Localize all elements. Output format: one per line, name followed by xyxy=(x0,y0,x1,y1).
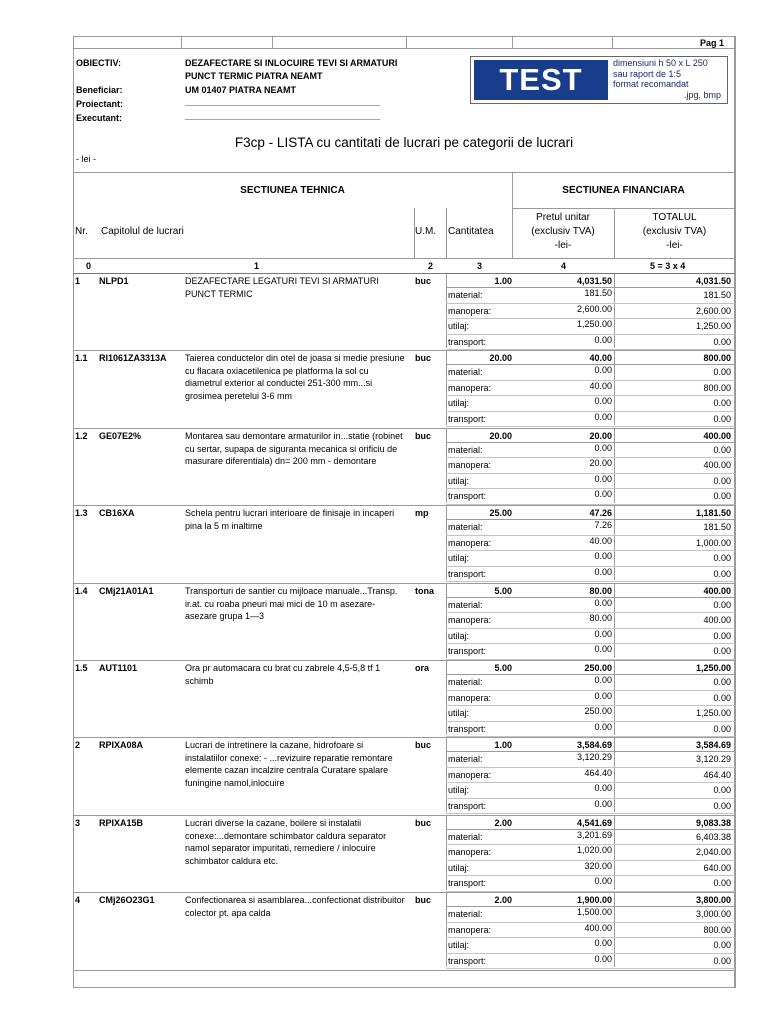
item-quantity: 2.00 xyxy=(494,895,512,905)
item-um: buc xyxy=(415,895,432,905)
item-quantity: 5.00 xyxy=(494,663,512,673)
sub-label-transport: transport: xyxy=(448,491,487,501)
sub-total: 181.50 xyxy=(703,522,731,532)
item-quantity: 25.00 xyxy=(489,508,512,518)
col-number-5: 5 = 3 x 4 xyxy=(650,261,686,271)
item-um: buc xyxy=(415,353,432,363)
logo-info xyxy=(613,58,725,100)
sub-unit-price: 181.50 xyxy=(584,288,612,298)
sub-total: 640.00 xyxy=(703,863,731,873)
item-nr: 3 xyxy=(75,818,81,828)
sub-total: 0.00 xyxy=(713,553,731,563)
sub-label-utilaj: utilaj: xyxy=(448,863,470,873)
sub-unit-price: 1,020.00 xyxy=(576,845,612,855)
item-nr: 4 xyxy=(75,895,81,905)
item-description: Confectionarea si asamblarea...confectionat distribuitor colector pt. apa calda xyxy=(185,895,405,918)
sub-label-transport: transport: xyxy=(448,646,487,656)
subrow-line xyxy=(446,813,735,814)
sub-unit-price: 20.00 xyxy=(589,458,612,468)
sub-label-utilaj: utilaj: xyxy=(448,476,470,486)
sub-total: 0.00 xyxy=(713,491,731,501)
item-code: RI1061ZA3313A xyxy=(99,353,167,363)
document-title: F3cp - LISTA cu cantitati de lucrari pe categorii de lucrari xyxy=(234,135,574,150)
sub-label-material: material: xyxy=(448,754,483,764)
sub-unit-price: 0.00 xyxy=(594,443,612,453)
sub-unit-price: 0.00 xyxy=(594,722,612,732)
sub-label-material: material: xyxy=(448,522,483,532)
item-unit-price: 3,584.69 xyxy=(576,740,612,750)
item-um: mp xyxy=(415,508,429,518)
sub-unit-price: 7.26 xyxy=(594,520,612,530)
item-code: CMj26O23G1 xyxy=(99,895,155,905)
logo-box xyxy=(470,56,728,104)
sub-total: 0.00 xyxy=(713,476,731,486)
sub-label-manopera: manopera: xyxy=(448,383,492,393)
col-number-4: 4 xyxy=(561,261,567,271)
item-quantity: 1.00 xyxy=(494,276,512,286)
sub-label-transport: transport: xyxy=(448,724,487,734)
item-code: CMj21A01A1 xyxy=(99,586,154,596)
item-description: Transporturi de santier cu mijloace manuale...Transp. ir.at. cu roaba pneuri mai mici de 10 m asezare- asezare grupa 1—3 xyxy=(185,586,398,622)
item-code: AUT1101 xyxy=(99,663,138,673)
sub-unit-price: 0.00 xyxy=(594,799,612,809)
sub-total: 800.00 xyxy=(703,925,731,935)
item-quantity: 20.00 xyxy=(489,353,512,363)
sub-unit-price: 0.00 xyxy=(594,783,612,793)
sub-label-utilaj: utilaj: xyxy=(448,631,470,641)
item-code: NLPD1 xyxy=(99,276,129,286)
item-code: CB16XA xyxy=(99,508,135,518)
item-nr: 1.2 xyxy=(75,431,88,441)
sub-unit-price: 0.00 xyxy=(594,335,612,345)
header-divider xyxy=(612,36,613,48)
item-unit-price: 4,541.69 xyxy=(576,818,612,828)
item-unit-price: 1,900.00 xyxy=(576,895,612,905)
beneficiar-value: UM 01407 PIATRA NEAMT xyxy=(185,85,297,95)
sub-unit-price: 0.00 xyxy=(594,396,612,406)
col-chapter: Capitolul de lucrari xyxy=(101,226,184,237)
col-total-3: -lei- xyxy=(666,240,683,251)
sub-total: 3,000.00 xyxy=(695,909,731,919)
item-unit-price: 80.00 xyxy=(589,586,612,596)
sub-total: 2,600.00 xyxy=(695,306,731,316)
sub-label-manopera: manopera: xyxy=(448,460,492,470)
item-total: 3,584.69 xyxy=(695,740,731,750)
header-divider xyxy=(181,36,182,48)
col-number-2: 2 xyxy=(428,261,434,271)
sub-unit-price: 40.00 xyxy=(589,536,612,546)
sub-label-material: material: xyxy=(448,445,483,455)
item-quantity: 1.00 xyxy=(494,740,512,750)
sub-label-material: material: xyxy=(448,677,483,687)
sub-unit-price: 40.00 xyxy=(589,381,612,391)
sub-total: 0.00 xyxy=(713,878,731,888)
col-nr: Nr. xyxy=(75,226,88,237)
sub-unit-price: 0.00 xyxy=(594,876,612,886)
sub-label-utilaj: utilaj: xyxy=(448,940,470,950)
item-unit-price: 250.00 xyxy=(584,663,612,673)
header-divider xyxy=(272,36,273,48)
item-total: 1,250.00 xyxy=(695,663,731,673)
item-description: Lucrari diverse la cazane, boilere si instalatii conexe:...demontare schimbator caldura separator namol separator impuritati, remediere / inlocuire schimbator caldura etc. xyxy=(185,818,387,866)
sub-unit-price: 2,600.00 xyxy=(576,304,612,314)
col-um: U.M. xyxy=(415,226,437,237)
sub-label-manopera: manopera: xyxy=(448,693,492,703)
sub-unit-price: 0.00 xyxy=(594,551,612,561)
sub-unit-price: 0.00 xyxy=(594,412,612,422)
item-code: RPIXA15B xyxy=(99,818,144,828)
item-total: 800.00 xyxy=(703,353,731,363)
sub-unit-price: 0.00 xyxy=(594,474,612,484)
sub-unit-price: 1,500.00 xyxy=(576,907,612,917)
col-divider xyxy=(446,208,447,258)
item-unit-price: 47.26 xyxy=(589,508,612,518)
item-total: 400.00 xyxy=(703,431,731,441)
item-description: Taierea conductelor din otel de joasa si medie presiune cu flacara oxiacetilenica pe platforma la sol cu diametrul exterior al conductei 251-300 mm...si grosimea peretelui 3-6 mm xyxy=(185,353,405,401)
sub-label-material: material: xyxy=(448,832,483,842)
sub-label-manopera: manopera: xyxy=(448,847,492,857)
sub-label-material: material: xyxy=(448,909,483,919)
sub-total: 0.00 xyxy=(713,445,731,455)
sub-unit-price: 0.00 xyxy=(594,598,612,608)
sub-label-manopera: manopera: xyxy=(448,770,492,780)
sub-label-manopera: manopera: xyxy=(448,615,492,625)
item-description: Montarea sau demontare armaturilor in...statie (robinet cu sertar, supapa de siguranta mecanica si orificiu de masurare diferentiala) dn= 200 mm - demontare xyxy=(185,431,403,467)
col-unit-price-2: (exclusiv TVA) xyxy=(531,226,595,237)
subrow-line xyxy=(446,968,735,969)
item-quantity: 5.00 xyxy=(494,586,512,596)
sub-unit-price: 0.00 xyxy=(594,691,612,701)
sub-label-material: material: xyxy=(448,290,483,300)
item-description: Ora pr automacara cu brat cu zabrele 4,5-5,8 tf 1 schimb xyxy=(185,663,381,686)
sub-total: 0.00 xyxy=(713,724,731,734)
sub-total: 400.00 xyxy=(703,615,731,625)
col-total-1: TOTALUL xyxy=(652,212,697,223)
sub-unit-price: 3,120.29 xyxy=(576,752,612,762)
subrow-line xyxy=(446,426,735,427)
sub-total: 0.00 xyxy=(713,785,731,795)
sub-label-utilaj: utilaj: xyxy=(448,398,470,408)
sub-unit-price: 320.00 xyxy=(584,861,612,871)
item-unit-price: 40.00 xyxy=(589,353,612,363)
item-um: buc xyxy=(415,431,432,441)
item-nr: 1.4 xyxy=(75,586,88,596)
item-quantity: 2.00 xyxy=(494,818,512,828)
sub-total: 400.00 xyxy=(703,460,731,470)
col-unit-price-3: -lei- xyxy=(554,240,572,251)
sub-unit-price: 0.00 xyxy=(594,954,612,964)
sub-unit-price: 0.00 xyxy=(594,938,612,948)
currency-note: - lei - xyxy=(76,154,96,164)
item-total: 9,083.38 xyxy=(695,818,731,828)
logo-info-line2: sau raport de 1:5 xyxy=(613,68,682,79)
sub-unit-price: 464.40 xyxy=(584,768,612,778)
item-nr: 1.5 xyxy=(75,663,88,673)
sub-label-transport: transport: xyxy=(448,337,487,347)
item-code: RPIXA08A xyxy=(99,740,144,750)
item-unit-price: 4,031.50 xyxy=(576,276,612,286)
sub-total: 0.00 xyxy=(713,693,731,703)
sub-total: 0.00 xyxy=(713,801,731,811)
sub-unit-price: 1,250.00 xyxy=(576,319,612,329)
col-quantity: Cantitatea xyxy=(448,226,494,237)
item-um: ora xyxy=(415,663,430,673)
sub-label-manopera: manopera: xyxy=(448,925,492,935)
item-unit-price: 20.00 xyxy=(589,431,612,441)
col-number-1: 1 xyxy=(254,261,260,271)
col-total-2: (exclusiv TVA) xyxy=(642,226,707,237)
sub-total: 464.40 xyxy=(703,770,731,780)
sub-total: 0.00 xyxy=(713,940,731,950)
sub-unit-price: 0.00 xyxy=(594,644,612,654)
sub-unit-price: 0.00 xyxy=(594,675,612,685)
sub-total: 0.00 xyxy=(713,414,731,424)
subrow-line xyxy=(446,581,735,582)
sub-label-utilaj: utilaj: xyxy=(448,708,470,718)
item-code: GE07E2% xyxy=(99,431,142,441)
sub-total: 0.00 xyxy=(713,677,731,687)
sub-total: 6,403.38 xyxy=(695,832,731,842)
item-total: 400.00 xyxy=(703,586,731,596)
sub-total: 0.00 xyxy=(713,956,731,966)
col-number-top-line xyxy=(73,258,735,259)
sub-unit-price: 400.00 xyxy=(584,923,612,933)
sub-total: 0.00 xyxy=(713,398,731,408)
sub-total: 1,250.00 xyxy=(695,321,731,331)
sub-label-transport: transport: xyxy=(448,801,487,811)
sub-label-transport: transport: xyxy=(448,569,487,579)
sub-label-manopera: manopera: xyxy=(448,538,492,548)
section-technical: SECTIUNEA TEHNICA xyxy=(240,185,345,196)
section-financial: SECTIUNEA FINANCIARA xyxy=(562,185,685,196)
item-total: 3,800.00 xyxy=(695,895,731,905)
sub-label-material: material: xyxy=(448,600,483,610)
table-top-line xyxy=(73,172,735,173)
sub-total: 181.50 xyxy=(703,290,731,300)
sub-total: 0.00 xyxy=(713,646,731,656)
sub-label-utilaj: utilaj: xyxy=(448,321,470,331)
section-sub-line xyxy=(512,208,735,209)
col-unit-price-1: Pretul unitar xyxy=(536,212,590,223)
sub-total: 0.00 xyxy=(713,600,731,610)
table-bottom-line xyxy=(73,970,735,971)
sub-unit-price: 3,201.69 xyxy=(576,830,612,840)
sub-total: 0.00 xyxy=(713,631,731,641)
sub-total: 0.00 xyxy=(713,337,731,347)
sub-label-utilaj: utilaj: xyxy=(448,785,470,795)
header-divider xyxy=(512,36,513,48)
sub-label-transport: transport: xyxy=(448,414,487,424)
page-label: Pag 1 xyxy=(700,38,725,48)
sub-label-transport: transport: xyxy=(448,878,487,888)
item-nr: 2 xyxy=(75,740,81,750)
item-description: Lucrari de intretinere la cazane, hidrofoare si instalatiilor conexe: - ...revizuire reparatie remontare elemente cazan incalzire centrala Curatare spalare funingine namol,inlocuire xyxy=(185,740,393,788)
logo-info-line1: dimensiuni h 50 x L 250 xyxy=(613,58,708,68)
header-divider xyxy=(406,36,407,48)
item-um: buc xyxy=(415,740,432,750)
sub-label-transport: transport: xyxy=(448,956,487,966)
logo-info-line3: format recomandat xyxy=(613,79,689,89)
item-description: Schela pentru lucrari interioare de finisaje in incaperi pina la 5 m inaltime xyxy=(185,508,395,531)
sub-label-material: material: xyxy=(448,367,483,377)
obiectiv-line1: DEZAFECTARE SI INLOCUIRE TEVI SI ARMATURI xyxy=(185,58,398,68)
right-border xyxy=(735,36,736,988)
item-um: tona xyxy=(415,586,434,596)
sub-total: 0.00 xyxy=(713,367,731,377)
beneficiar-label: Beneficiar: xyxy=(76,85,123,95)
item-total: 1,181.50 xyxy=(695,508,731,518)
col-number-3: 3 xyxy=(477,261,483,271)
sub-unit-price: 80.00 xyxy=(589,613,612,623)
item-nr: 1 xyxy=(75,276,81,286)
sub-label-utilaj: utilaj: xyxy=(448,553,470,563)
item-total: 4,031.50 xyxy=(695,276,731,286)
item-nr: 1.3 xyxy=(75,508,88,518)
logo-info-line4: .jpg, bmp xyxy=(683,89,721,100)
item-um: buc xyxy=(415,276,432,286)
sub-unit-price: 0.00 xyxy=(594,489,612,499)
obiectiv-label: OBIECTIV: xyxy=(76,58,122,68)
sub-unit-price: 0.00 xyxy=(594,365,612,375)
sub-total: 0.00 xyxy=(713,569,731,579)
col-number-0: 0 xyxy=(86,261,92,271)
sub-total: 2,040.00 xyxy=(695,847,731,857)
item-nr: 1.1 xyxy=(75,353,88,363)
sub-total: 1,250.00 xyxy=(695,708,731,718)
executant-label: Executant: xyxy=(76,113,123,123)
item-description: DEZAFECTARE LEGATURI TEVI SI ARMATURI PUNCT TERMIC xyxy=(185,276,379,299)
sub-unit-price: 0.00 xyxy=(594,629,612,639)
sub-total: 800.00 xyxy=(703,383,731,393)
sub-total: 3,120.29 xyxy=(695,754,731,764)
sub-total: 1,000.00 xyxy=(695,538,731,548)
obiectiv-line2: PUNCT TERMIC PIATRA NEAMT xyxy=(185,71,323,81)
proiectant-label: Proiectant: xyxy=(76,99,124,109)
item-quantity: 20.00 xyxy=(489,431,512,441)
proiectant-value: _______________________________________ xyxy=(185,97,381,107)
sub-unit-price: 250.00 xyxy=(584,706,612,716)
sub-label-manopera: manopera: xyxy=(448,306,492,316)
logo-text: TEST xyxy=(474,60,608,100)
sub-unit-price: 0.00 xyxy=(594,567,612,577)
executant-value: _______________________________________ xyxy=(185,111,381,121)
item-um: buc xyxy=(415,818,432,828)
header-top-line xyxy=(73,48,735,49)
